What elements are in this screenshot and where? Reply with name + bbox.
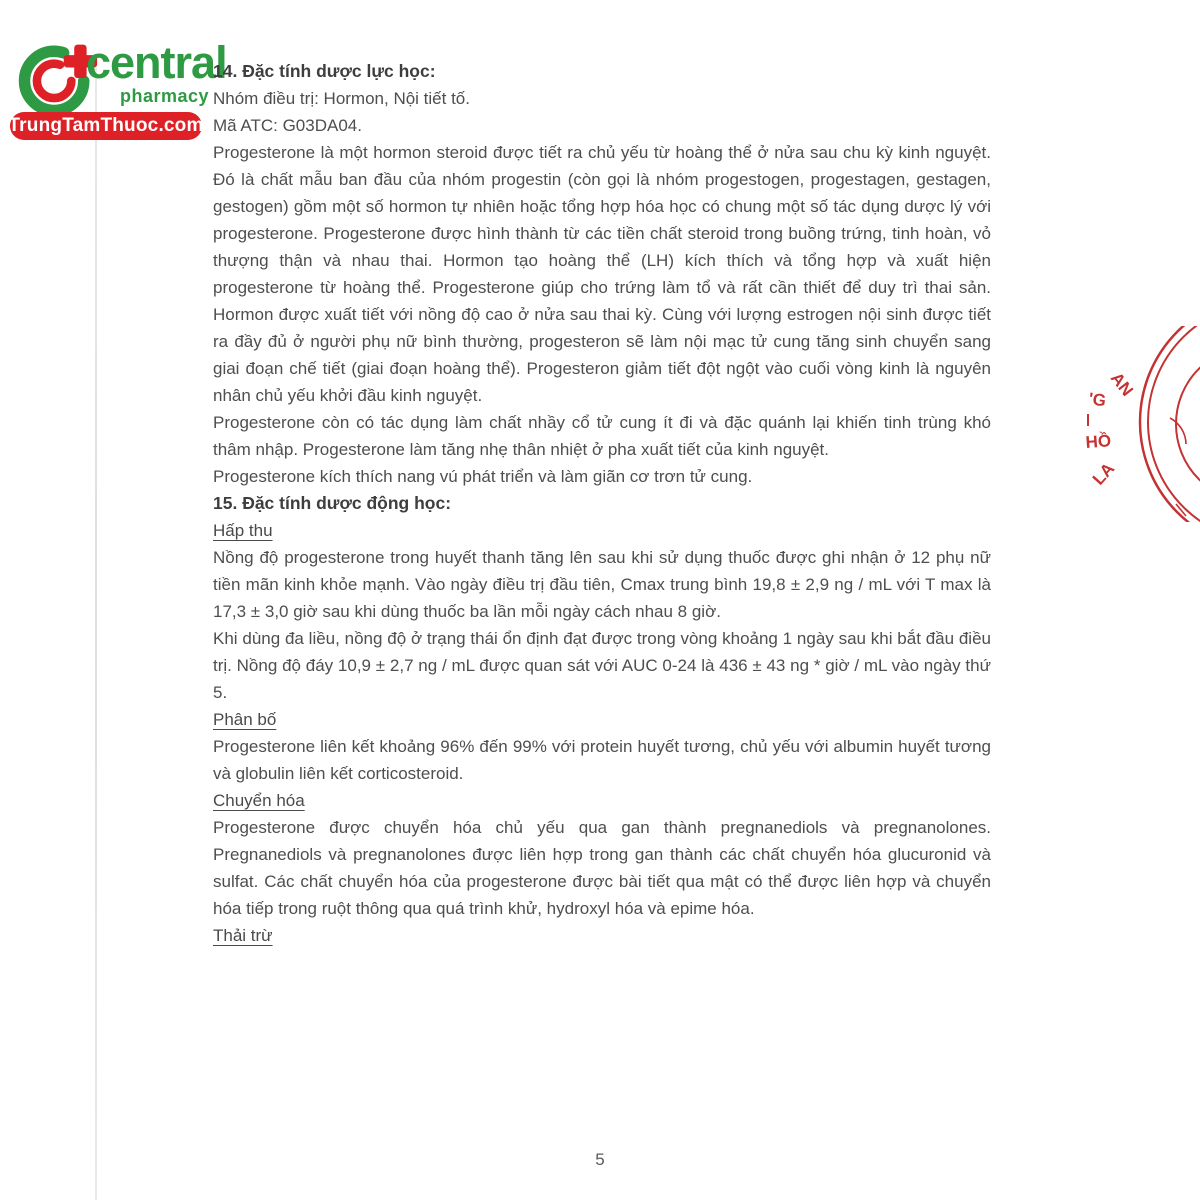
central-pharmacy-logo <box>8 34 227 146</box>
metabolism-paragraph-1: Progesterone được chuyển hóa chủ yếu qua gan thành pregnanediols và pregnanolones. Pregnanediols và pregnanolones được liên hợp trong gan thành các chất chuyển hóa glucuronid và sulfat. Các chất chuyển hóa của progesterone được bài tiết qua mật có thể được liên hợp và chuyển hóa tiếp trong ruột thông qua quá trình khử, hydroxyl hóa và epime hóa. <box>213 818 991 918</box>
stamp-fragment-1: AN <box>1106 368 1137 400</box>
scanned-page-edge <box>95 56 97 1200</box>
therapy-group-line: Nhóm điều trị: Hormon, Nội tiết tố. <box>213 89 470 108</box>
distribution-heading: Phân bố <box>213 710 277 729</box>
brand-subtitle: pharmacy <box>120 86 210 106</box>
page-number: 5 <box>595 1150 605 1169</box>
watermark-badge: TrungTamThuoc.com <box>10 112 202 140</box>
absorption-paragraph-2: Khi dùng đa liều, nồng độ ở trạng thái ổn định đạt được trong vòng khoảng 1 ngày sau khi bắt đầu điều trị. Nồng độ đáy 10,9 ± 2,7 ng / mL được quan sát với AUC 0-24 là 436 ± 43 ng * giờ / mL vào ngày thứ 5. <box>213 629 991 702</box>
atc-code-line: Mã ATC: G03DA04. <box>213 116 362 135</box>
section-15-title: 15. Đặc tính dược động học: <box>213 493 452 513</box>
brand-name: central <box>86 37 227 88</box>
red-stamp-icon <box>1058 326 1200 522</box>
absorption-heading: Hấp thu <box>213 521 273 540</box>
document-body <box>213 58 991 949</box>
section-14-title: 14. Đặc tính dược lực học: <box>213 61 436 81</box>
stamp-fragment-4: LA <box>1088 459 1119 489</box>
pharmacodynamics-paragraph-2: Progesterone còn có tác dụng làm chất nhầy cổ tử cung ít đi và đặc quánh lại khiến tinh trùng khó thâm nhập. Progesterone làm tăng nhẹ thân nhiệt ở pha xuất tiết của kinh nguyệt. <box>213 413 991 459</box>
metabolism-heading: Chuyển hóa <box>213 791 305 810</box>
elimination-heading: Thải trừ <box>213 926 273 945</box>
pharmacodynamics-paragraph-3: Progesterone kích thích nang vú phát triển và làm giãn cơ trơn tử cung. <box>213 467 753 486</box>
distribution-paragraph-1: Progesterone liên kết khoảng 96% đến 99% với protein huyết tương, chủ yếu với albumin huyết tương và globulin liên kết corticosteroid. <box>213 737 991 783</box>
absorption-paragraph-1: Nồng độ progesterone trong huyết thanh tăng lên sau khi sử dụng thuốc được ghi nhận ở 12 phụ nữ tiền mãn kinh khỏe mạnh. Vào ngày điều trị đầu tiên, Cmax trung bình 19,8 ± 2,9 ng / mL với T max là 17,3 ± 3,0 giờ sau khi dùng thuốc ba lần mỗi ngày cách nhau 8 giờ. <box>213 548 991 621</box>
stamp-fragment-2: 'G <box>1087 389 1108 411</box>
pharmacodynamics-paragraph-1: Progesterone là một hormon steroid được tiết ra chủ yếu từ hoàng thể ở nửa sau chu kỳ kinh nguyệt. Đó là chất mẫu ban đầu của nhóm progestin (còn gọi là nhóm progestogen, progestagen, gestagen, gestogen) gồm một số hormon tự nhiên hoặc tổng hợp hóa học có chung một số tác dụng dược lý với progesterone. Progesterone được hình thành từ các tiền chất steroid trong buồng trứng, tinh hoàn, vỏ thượng thận và nhau thai. Hormon tạo hoàng thể (LH) kích thích và tổng hợp và xuất hiện progesterone từ hoàng thể. Progesterone giúp cho trứng làm tổ và rất cần thiết để duy trì thai sản. Hormon được xuất tiết với nồng độ cao ở nửa sau thai kỳ. Cùng với lượng estrogen nội sinh được tiết ra đầy đủ ở người phụ nữ bình thường, progesteron sẽ làm nội mạc tử cung tăng sinh chuyển sang giai đoạn chế tiết (giai đoạn hoàng thể). Progesteron giảm tiết đột ngột vào cuối vòng kinh là nguyên nhân chủ yếu khởi đầu kinh nguyệt. <box>213 143 991 405</box>
stamp-fragment-3: HỒ <box>1084 431 1112 452</box>
